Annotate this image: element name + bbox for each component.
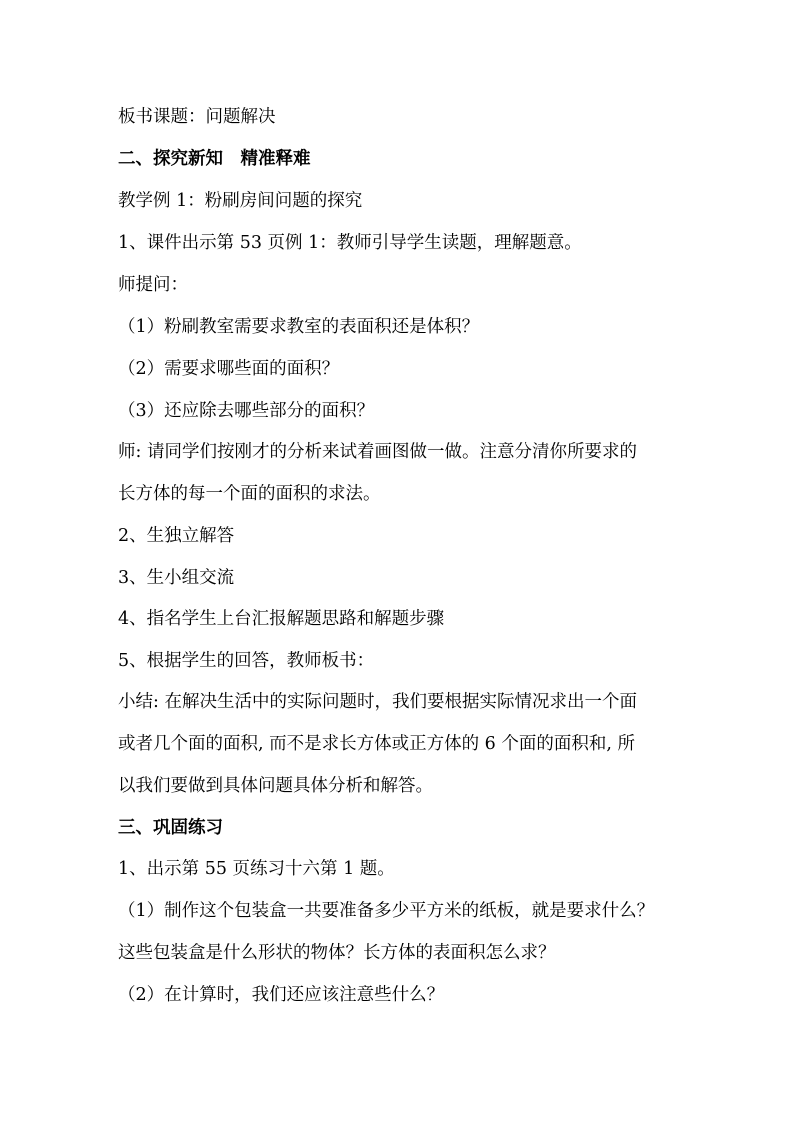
- step-5: 5、根据学生的回答，教师板书：: [118, 651, 375, 671]
- step-2: 2、生独立解答: [118, 526, 235, 546]
- question-3: （3）还应除去哪些部分的面积？: [118, 401, 375, 421]
- step-4: 4、指名学生上台汇报解题思路和解题步骤: [118, 609, 445, 629]
- teacher-instruction-line-2: 长方体的每一个面的面积的求法。: [118, 484, 381, 504]
- example-title: 教学例 1：粉刷房间问题的探究: [118, 191, 363, 211]
- section-heading-explore: 二、探究新知 精准释难: [118, 149, 311, 169]
- summary-line-1: 小结: 在解决生活中的实际问题时，我们要根据实际情况求出一个面: [118, 692, 637, 712]
- step-3: 3、生小组交流: [118, 568, 235, 588]
- section-heading-practice: 三、巩固练习: [118, 818, 223, 838]
- step-1: 1、课件出示第 53 页例 1：教师引导学生读题，理解题意。: [118, 233, 582, 253]
- exercise-question-2: （2）在计算时，我们还应该注意些什么？: [118, 985, 445, 1005]
- summary-line-2: 或者几个面的面积, 而不是求长方体或正方体的 6 个面的面积和, 所: [118, 734, 636, 754]
- exercise-question-1-line-2: 这些包装盒是什么形状的物体？长方体的表面积怎么求？: [118, 943, 556, 963]
- teacher-instruction-line-1: 师: 请同学们按刚才的分析来试着画图做一做。注意分清你所要求的: [118, 442, 637, 462]
- exercise-question-1-line-1: （1）制作这个包装盒一共要准备多少平方米的纸板，就是要求什么？: [118, 901, 655, 921]
- question-1: （1）粉刷教室需要求教室的表面积还是体积？: [118, 317, 480, 337]
- exercise-1: 1、出示第 55 页练习十六第 1 题。: [118, 859, 395, 879]
- summary-line-3: 以我们要做到具体问题具体分析和解答。: [118, 776, 433, 796]
- board-title: 板书课题：问题解决: [118, 107, 276, 127]
- teacher-ask: 师提问：: [118, 275, 188, 295]
- question-2: （2）需要求哪些面的面积？: [118, 359, 340, 379]
